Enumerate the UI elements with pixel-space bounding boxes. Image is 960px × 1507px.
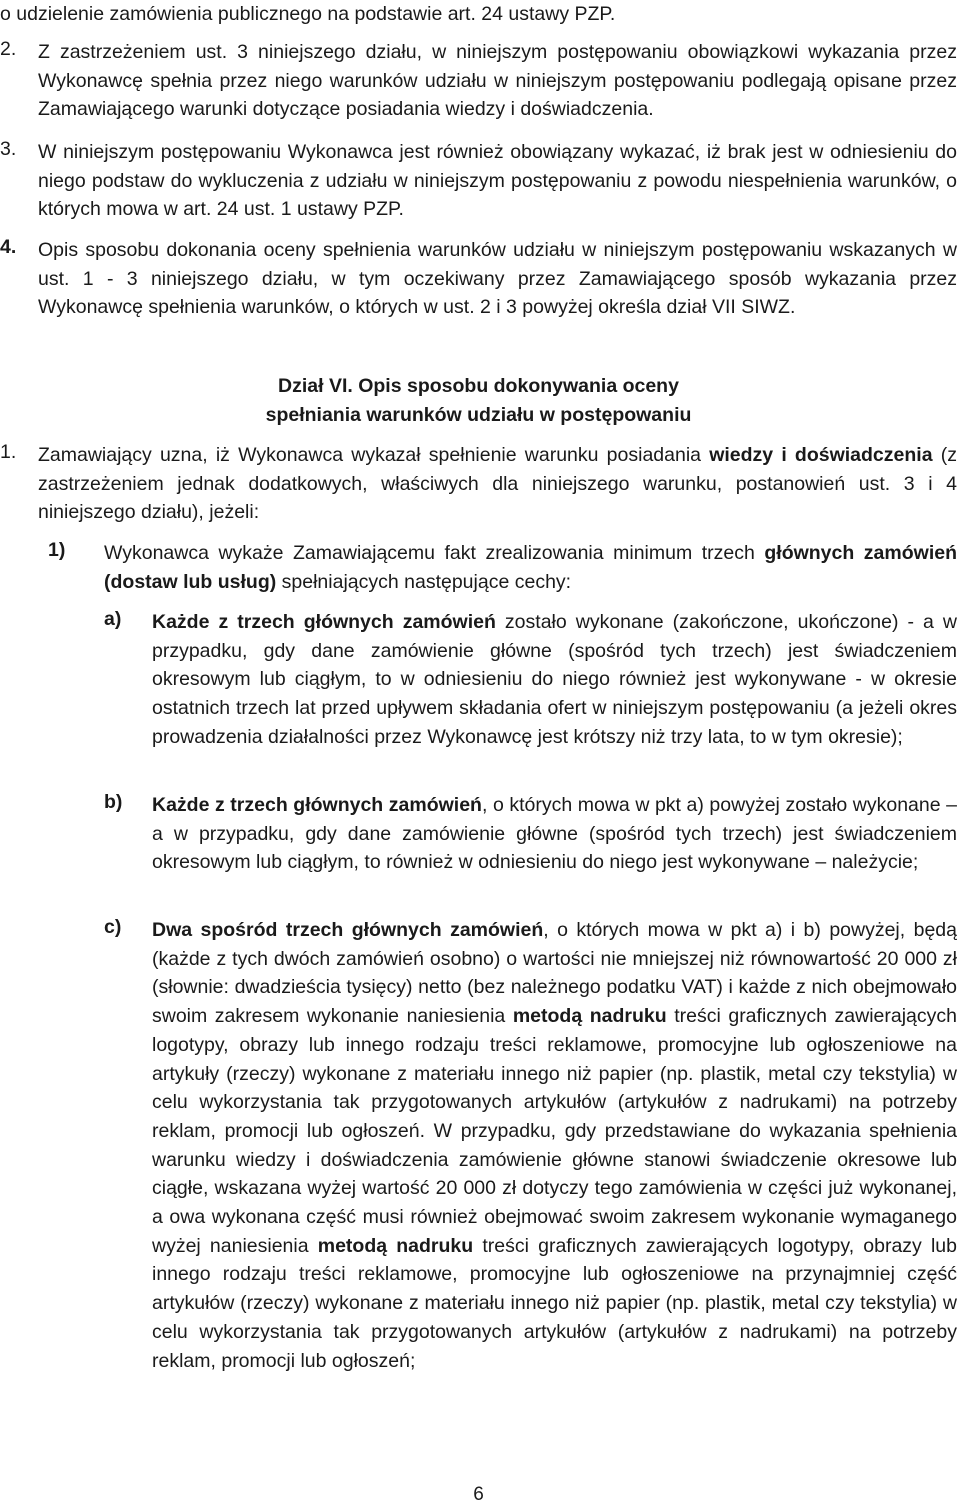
item-letter: a) xyxy=(104,608,122,630)
item-text: Każde z trzech głównych zamówień, o których mowa w pkt a) powyżej zostało wykonane – a w przypadku, gdy dane zamówienie główne (spośród tych trzech) jest świadczeniem okresowym lub ciągłym, to również w odniesieniu do niego jest wykonywane – należycie; xyxy=(152,794,957,874)
item-text: Dwa spośród trzech głównych zamówień, o których mowa w pkt a) i b) powyżej, będą (każde z tych dwóch zamówień osobno) o wartości nie mniejszej niż równowartość 20 000 zł (słownie: dwadzieścia tysięcy) netto (bez należnego podatku VAT) i każde z nich obejmowało swoim zakresem wykonanie naniesienia metodą nadruku treści graficznych zawierających logotypy, obrazy lub innego rodzaju treści reklamowe, promocyjne lub ogłoszeniowe na artykuły (rzeczy) wykonane z materiału innego niż papier (np. plastik, metal czy tekstylia) w celu wykorzystania tak przygotowanych artykułów (artykułów z nadrukami) na potrzeby reklam, promocji lub ogłoszeń. W przypadku, gdy przedstawiane do wykazania spełnienia warunku wiedzy i doświadczenia zamówienie główne stanowi świadczenie okresowe lub ciągłe, wskazana wyżej wartość 20 000 zł dotyczy tego zamówienia w części już wykonanej, a owa wykonana część musi również obejmować swoim zakresem wykonanie wymaganego wyżej naniesienia metodą nadruku treści graficznych zawierających logotypy, obrazy lub innego rodzaju treści reklamowe, promocyjne lub ogłoszeniowe na przynajmniej część artykułów (rzeczy) wykonane z materiału innego niż papier (np. plastik, metal czy tekstylia) w celu wykorzystania tak przygotowanych artykułów (artykułów z nadrukami) na potrzeby reklam, promocji lub ogłoszeń; xyxy=(152,919,957,1372)
numbered-item-2 xyxy=(0,38,957,124)
item-text: Z zastrzeżeniem ust. 3 niniejszego działu, w niniejszym postępowaniu obowiązkowi wykazania przez Wykonawcę spełnia przez niego warunków udziału w niniejszym postępowaniu podlegają opisane przez Zamawiającego warunki dotyczące posiadania wiedzy i doświadczenia. xyxy=(38,41,957,121)
page-number: 6 xyxy=(473,1484,484,1505)
numbered-item-4 xyxy=(0,236,957,322)
item-letter: c) xyxy=(104,916,122,938)
item-number: 1. xyxy=(0,441,17,463)
item-text: Każde z trzech głównych zamówień zostało wykonane (zakończone, ukończone) - a w przypadku, gdy dane zamówienie główne (spośród tych trzech) jest świadczeniem okresowym lub ciągłym, to w odniesieniu do niego również jest wykonywane - w okresie ostatnich trzech lat przed upływem składania ofert w niniejszym postępowaniu (a jeżeli okres prowadzenia działalności przez Wykonawcę jest krótszy niż trzy lata, to w tym okresie); xyxy=(152,611,957,748)
section-title-line-1: Dział VI. Opis sposobu dokonywania oceny xyxy=(278,375,679,397)
section-title xyxy=(0,372,957,430)
section-title-line-2: spełniania warunków udziału w postępowaniu xyxy=(265,404,692,426)
item-number: 1) xyxy=(48,539,66,561)
numbered-item-3 xyxy=(0,138,957,224)
item-letter: b) xyxy=(104,791,123,813)
item-text: Zamawiający uzna, iż Wykonawca wykazał spełnienie warunku posiadania wiedzy i doświadczenia (z zastrzeżeniem jednak dodatkowych, właściwych dla niniejszego warunku, postanowień ust. 3 i 4 niniejszego działu), jeżeli: xyxy=(38,444,957,524)
item-number: 4. xyxy=(0,236,17,258)
item-number: 3. xyxy=(0,138,17,160)
subpoint-1 xyxy=(48,539,957,596)
item-text: Wykonawca wykaże Zamawiającemu fakt zrealizowania minimum trzech głównych zamówień (dostaw lub usług) spełniających następujące cechy: xyxy=(104,542,957,593)
item-text: Opis sposobu dokonania oceny spełnienia warunków udziału w niniejszym postępowaniu wskazanych w ust. 1 - 3 niniejszego działu, w tym oczekiwany przez Zamawiającego sposób wykazania przez Wykonawcę spełnienia warunków, o których w ust. 2 i 3 powyżej określa dział VII SIWZ. xyxy=(38,239,957,319)
paragraph-text: o udzielenie zamówienia publicznego na podstawie art. 24 ustawy PZP. xyxy=(0,3,616,25)
point-1 xyxy=(0,441,957,527)
list-item-a xyxy=(104,608,957,752)
list-item-b xyxy=(104,791,957,877)
item-number: 2. xyxy=(0,38,17,60)
continuation-line xyxy=(0,0,957,29)
list-item-c xyxy=(104,916,957,1375)
item-text: W niniejszym postępowaniu Wykonawca jest również obowiązany wykazać, iż brak jest w odniesieniu do niego podstaw do wykluczenia z udziału w niniejszym postępowaniu z powodu niespełnienia warunków, o których mowa w art. 24 ust. 1 ustawy PZP. xyxy=(38,141,957,221)
